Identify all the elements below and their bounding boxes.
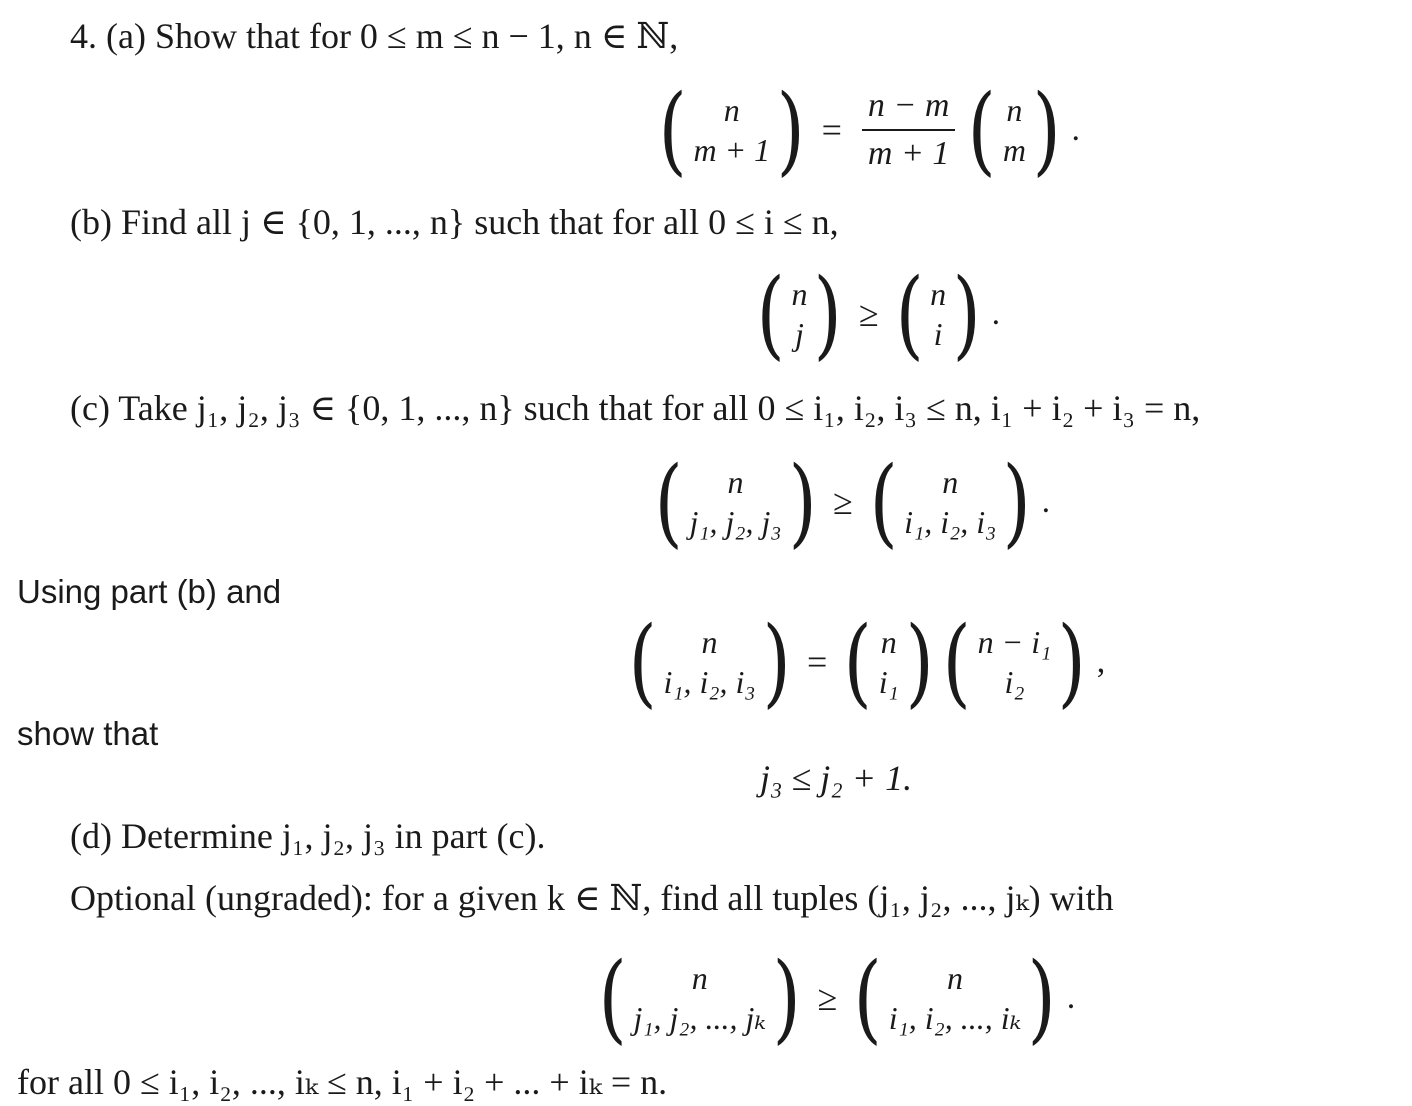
binom-top: n − i₁	[977, 624, 1052, 660]
binom-bottom: i₂	[1004, 664, 1025, 700]
left-paren: (	[843, 606, 873, 718]
period: .	[1041, 483, 1051, 520]
fraction	[862, 87, 956, 173]
period: .	[1066, 979, 1076, 1016]
left-paren: (	[869, 446, 898, 558]
relation-geq: ≥	[832, 482, 853, 522]
period: .	[1071, 111, 1080, 148]
binomial-lhs	[691, 92, 772, 168]
conclusion: j₃ ≤ j₂ + 1.	[760, 758, 913, 798]
right-paren: )	[772, 942, 801, 1054]
right-paren: )	[776, 74, 805, 186]
identity-equation	[624, 606, 1106, 718]
binom-bottom: i₁, i₂, i₃	[663, 664, 756, 700]
multinomial-identity-lhs	[661, 624, 757, 700]
part-b-intro: (b) Find all j ∈ {0, 1, ..., n} such that for all 0 ≤ i ≤ n,	[70, 202, 839, 242]
right-paren: )	[1027, 942, 1057, 1054]
fraction-numerator: n − m	[862, 87, 956, 131]
right-paren: )	[788, 446, 817, 558]
binom-top: n	[727, 464, 744, 500]
right-paren: )	[1002, 446, 1031, 558]
binom-bottom: j	[795, 316, 804, 352]
equation-b	[752, 258, 1001, 370]
binomial-second	[976, 624, 1054, 700]
right-paren: )	[814, 258, 843, 370]
relation-equals: =	[806, 642, 828, 682]
left-paren: (	[895, 258, 924, 370]
binom-bottom: i₁, i₂, ..., iₖ	[888, 1000, 1022, 1036]
binom-bottom: i₁, i₂, i₃	[904, 504, 997, 540]
binomial-first	[877, 624, 901, 700]
left-paren: (	[628, 606, 657, 718]
left-paren: (	[654, 446, 683, 558]
equation-d	[594, 942, 1076, 1054]
binom-top: n	[942, 464, 959, 500]
binom-bottom: j₁, j₂, ..., jₖ	[633, 1000, 767, 1036]
relation-equals: =	[821, 110, 842, 150]
optional-text: Optional (ungraded): for a given k ∈ ℕ, find all tuples (j₁, j₂, ..., jₖ) with	[70, 878, 1114, 918]
binom-bottom: m + 1	[693, 132, 771, 168]
binom-bottom: m	[1002, 132, 1026, 168]
left-paren: (	[968, 74, 997, 186]
multinomial-lhs	[687, 464, 783, 540]
binom-bottom: i₁	[878, 664, 899, 700]
multinomial-rhs	[902, 464, 998, 540]
left-paren: (	[756, 258, 785, 370]
relation-geq: ≥	[817, 978, 838, 1018]
left-paren: (	[658, 74, 687, 186]
binom-top: n	[691, 960, 708, 996]
using-text: Using part (b) and	[17, 573, 282, 610]
left-paren: (	[598, 942, 627, 1054]
period: .	[991, 295, 1001, 332]
binom-top: n	[947, 960, 964, 996]
binomial-rhs	[928, 276, 948, 352]
right-paren: )	[905, 606, 934, 718]
equation-c	[650, 446, 1051, 558]
binom-bottom: i	[933, 316, 943, 352]
part-a-intro: 4. (a) Show that for 0 ≤ m ≤ n − 1, n ∈ ℕ,	[70, 16, 679, 56]
part-c-intro: (c) Take j₁, j₂, j₃ ∈ {0, 1, ..., n} such that for all 0 ≤ i₁, i₂, i₃ ≤ n, i₁ + i₂ + i₃ = n,	[70, 388, 1201, 428]
part-d-intro: (d) Determine j₁, j₂, j₃ in part (c).	[70, 816, 546, 856]
binom-bottom: j₁, j₂, j₃	[689, 504, 782, 540]
right-paren: )	[1057, 606, 1087, 718]
binom-top: n	[723, 92, 740, 128]
fraction-denominator: m + 1	[867, 135, 950, 172]
right-paren: )	[1032, 74, 1061, 186]
show-that-text: show that	[17, 715, 159, 752]
binomial-lhs	[789, 276, 809, 352]
binom-top: n	[880, 624, 897, 660]
relation-geq: ≥	[858, 294, 879, 334]
binom-top: n	[791, 276, 808, 312]
multinomial-lhs	[631, 960, 768, 1036]
right-paren: )	[762, 606, 791, 718]
binom-top: n	[930, 276, 947, 312]
comma: ,	[1096, 643, 1106, 680]
binom-top: n	[1006, 92, 1023, 128]
equation-a	[654, 74, 1080, 186]
left-paren: (	[942, 606, 971, 718]
binom-top: n	[701, 624, 718, 660]
multinomial-rhs	[887, 960, 1024, 1036]
binomial-rhs	[1001, 92, 1028, 168]
right-paren: )	[952, 258, 981, 370]
footer-condition: for all 0 ≤ i₁, i₂, ..., iₖ ≤ n, i₁ + i₂ + ... + iₖ = n.	[17, 1062, 668, 1102]
left-paren: (	[853, 942, 883, 1054]
